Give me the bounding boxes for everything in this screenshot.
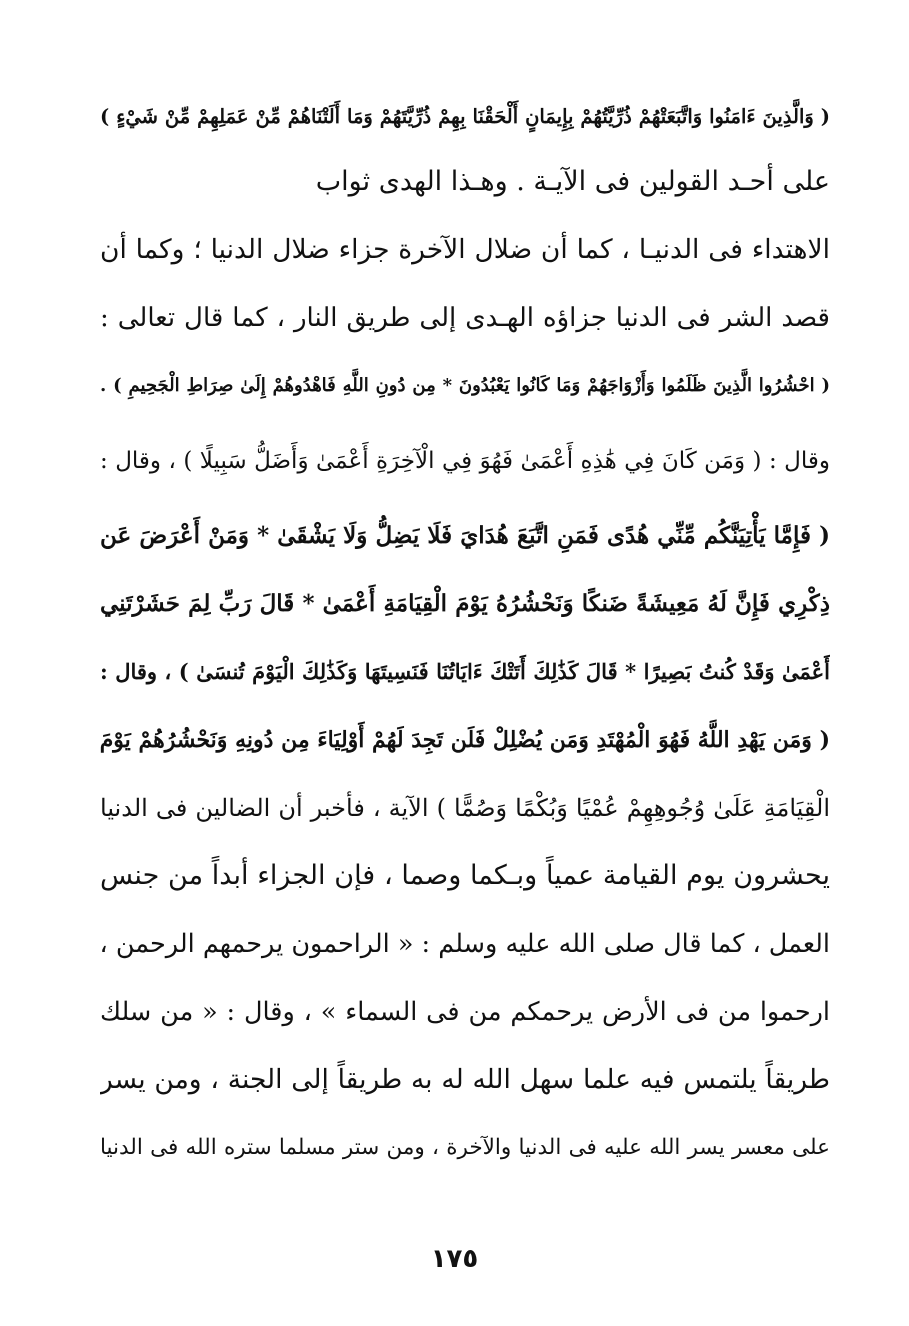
quran-verse-line-8: ذِكْرِي فَإِنَّ لَهُ مَعِيشَةً ضَنكًا وَنَحْشُرُهُ يَوْمَ الْقِيَامَةِ أَعْمَىٰ * قَالَ رَبِّ لِمَ حَشَرْتَنِي <box>100 590 830 617</box>
text-line-3: الاهتداء فى الدنيـا ، كما أن ضلال الآخرة جزاء ضلال الدنيا ؛ وكما أن <box>100 234 830 265</box>
quran-verse-line-7: ( فَإِمَّا يَأْتِيَنَّكُم مِّنِّي هُدًى فَمَنِ اتَّبَعَ هُدَايَ فَلَا يَضِلُّ وَلَا يَشْقَىٰ * وَمَنْ أَعْرَضَ عَن <box>100 522 830 549</box>
page-body-text <box>100 86 830 1182</box>
text-line-16: على معسر يسر الله عليه فى الدنيا والآخرة ، ومن ستر مسلما ستره الله فى الدنيا <box>100 1135 830 1160</box>
quran-verse-line-9: أَعْمَىٰ وَقَدْ كُنتُ بَصِيرًا * قَالَ كَذَٰلِكَ أَتَتْكَ ءَايَاتُنَا فَنَسِيتَهَا وَكَذَٰلِكَ الْيَوْمَ تُنسَىٰ ) ، وقال : <box>100 659 830 684</box>
quran-verse-line-10: ( وَمَن يَهْدِ اللَّهُ فَهُوَ الْمُهْتَدِ وَمَن يُضْلِلْ فَلَن تَجِدَ لَهُمْ أَوْلِيَاءَ مِن دُونِهِ وَنَحْشُرُهُمْ يَوْمَ <box>100 727 830 753</box>
text-line-13: العمل ، كما قال صلى الله عليه وسلم : « الراحمون يرحمهم الرحمن ، <box>100 929 830 959</box>
quran-verse-line-5: ( احْشُرُوا الَّذِينَ ظَلَمُوا وَأَزْوَاجَهُمْ وَمَا كَانُوا يَعْبُدُونَ * مِن دُونِ اللَّهِ فَاهْدُوهُمْ إِلَىٰ صِرَاطِ الْجَحِيمِ ) . <box>100 375 830 396</box>
text-line-15: طريقاً يلتمس فيه علما سهل الله له به طريقاً إلى الجنة ، ومن يسر <box>100 1064 830 1095</box>
text-line-4: قصد الشر فى الدنيا جزاؤه الهـدى إلى طريق النار ، كما قال تعالى : <box>100 303 830 333</box>
text-line-6: وقال : ( وَمَن كَانَ فِي هَٰذِهِ أَعْمَىٰ فَهُوَ فِي الْآخِرَةِ أَعْمَىٰ وَأَضَلُّ سَبِيلًا ) ، وقال : <box>100 448 830 474</box>
text-line-2: على أحـد القولين فى الآيـة . وهـذا الهدى ثواب <box>315 166 830 197</box>
text-line-12: يحشرون يوم القيامة عمياً وبـكما وصما ، فإن الجزاء أبداً من جنس <box>100 860 830 891</box>
text-line-14: ارحموا من فى الأرض يرحمكم من فى السماء » ، وقال : « من سلك <box>100 997 830 1027</box>
quran-verse-line-1: ( وَالَّذِينَ ءَامَنُوا وَاتَّبَعَتْهُمْ ذُرِّيَّتُهُمْ بِإِيمَانٍ أَلْحَقْنَا بِهِمْ ذُرِّيَّتَهُمْ وَمَا أَلَتْنَاهُمْ مِّنْ عَمَلِهِمْ مِّنْ شَيْءٍ ) <box>100 105 830 128</box>
text-line-11: الْقِيَامَةِ عَلَىٰ وُجُوهِهِمْ عُمْيًا وَبُكْمًا وَصُمًّا ) الآية ، فأخبر أن الضالين فى الدنيا <box>100 794 830 822</box>
page-number: ١٧٥ <box>430 1244 479 1274</box>
